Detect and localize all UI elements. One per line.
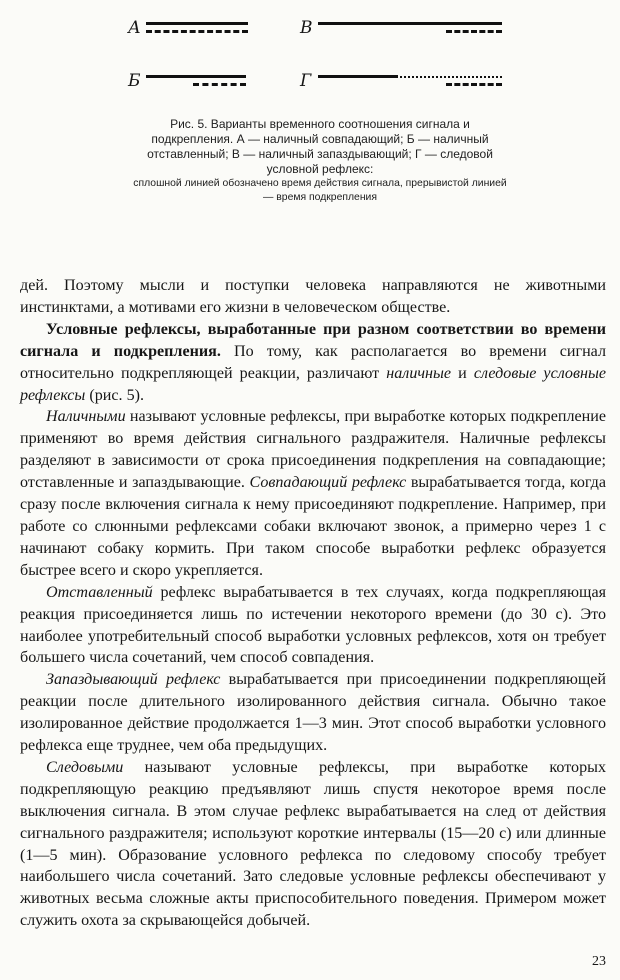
paragraph-2-text: По тому, как располагается во времени сигнал относительно подкрепляющей реакции, различают: [20, 342, 606, 382]
signal-line-g: [318, 75, 398, 78]
term-nalichnymi: Наличными: [46, 408, 126, 426]
section-heading: Условные рефлексы, выработанные при разном соответствии во времени сигнала и подкрепления.: [20, 320, 606, 360]
figure-caption: [130, 117, 510, 205]
paragraph-3-text-2: вырабатывается тогда, когда сразу после включения сигнала к нему присоединяют подкрепление. Например, при работе со слюнными рефлексами собаки включают звонок, а примерно через 1 с начинают собаку кормить. При таком способе выработки рефлекс образуется быстрее всего и скоро укрепляется.: [20, 474, 606, 579]
paragraph-3-text: называют условные рефлексы, при выработке которых подкрепление применяют во время действия сигнального раздражителя. Наличные рефлексы разделяют в зависимости от срока присоединения подкрепления на совпадающие; отставленные и запаздывающие.: [20, 408, 606, 492]
term-sovpadayushchiy: Совпадающий рефлекс: [249, 474, 407, 492]
term-otstavlennyy: Отставленный: [46, 583, 153, 601]
paragraph-5: [20, 669, 606, 757]
signal-line-v: [318, 22, 502, 25]
paragraph-4-text: рефлекс вырабатывается в тех случаях, когда подкрепляющая реакция присоединяется лишь по истечении некоторого времени (до 30 с). Это наиболее употребительный способ выработки условных рефлексов, хотя он требует большего числа сочетаний, чем способ совпадения.: [20, 583, 606, 667]
paragraph-2: [20, 319, 606, 407]
reinforcement-line-v: [446, 30, 502, 33]
paragraph-5-text: вырабатывается при присоединении подкрепляющей реакции после длительного изолированного действия сигнала. Обычно такое изолированное действие продолжается 1—3 мин. Этот способ выработки условного рефлекса еще труднее, чем оба предыдущих.: [20, 671, 607, 755]
figure-5: [0, 0, 620, 215]
figure-label-g: Г: [300, 71, 312, 91]
figure-label-a: А: [128, 18, 141, 38]
paragraph-1: дей. Поэтому мысли и поступки человека направляются не животными инстинктами, а мотивами его жизни в человеческом обществе.: [20, 277, 606, 316]
caption-note: сплошной линией обозначено время действия сигнала, прерывистой линией — время подкрепления: [133, 178, 507, 203]
term-sledovymi: Следовыми: [46, 758, 124, 776]
term-zapazdyvayushchiy: Запаздывающий рефлекс: [46, 671, 221, 689]
trace-dotted-line-g: [400, 76, 502, 78]
paragraph-4: [20, 582, 606, 670]
term-sledovye: следовые условные рефлексы: [20, 364, 606, 404]
paragraph-6: [20, 757, 606, 932]
reinforcement-line-g: [446, 83, 502, 86]
caption-main: Рис. 5. Варианты временного соотношения сигнала и подкрепления. А — наличный совпадающий; Б — наличный отставленный; В — наличный запаздывающий; Г — следовой условной рефлекс:: [147, 117, 493, 176]
signal-line-b: [146, 75, 246, 78]
figure-label-v: В: [300, 18, 313, 38]
paragraph-6-text: называют условные рефлексы, при выработке которых подкрепляющую реакцию предъявляют лишь спустя некоторое время после выключения сигнала. В этом случае рефлекс вырабатывается на след от действия сигнального раздражителя; используют короткие интервалы (15—20 с) или длинные (1—5 мин). Образование условного рефлекса по следовому способу требует наибольшего числа сочетаний. Зато следовые условные рефлексы обеспечивают у животных весьма сложные акты приспособительного поведения. Примером может служить охота за скрывающейся добычей.: [20, 758, 606, 930]
body-text: [20, 275, 606, 932]
paragraph-3: [20, 406, 606, 581]
signal-line-a: [146, 22, 248, 25]
figure-label-b: Б: [128, 71, 141, 91]
reinforcement-line-a: [146, 30, 248, 33]
paragraph-2-end: (рис. 5).: [85, 386, 145, 404]
term-nalichnye: наличные: [386, 364, 452, 382]
reinforcement-line-b: [193, 83, 246, 86]
conjunction: и: [451, 364, 474, 382]
page-number: 23: [592, 954, 606, 969]
